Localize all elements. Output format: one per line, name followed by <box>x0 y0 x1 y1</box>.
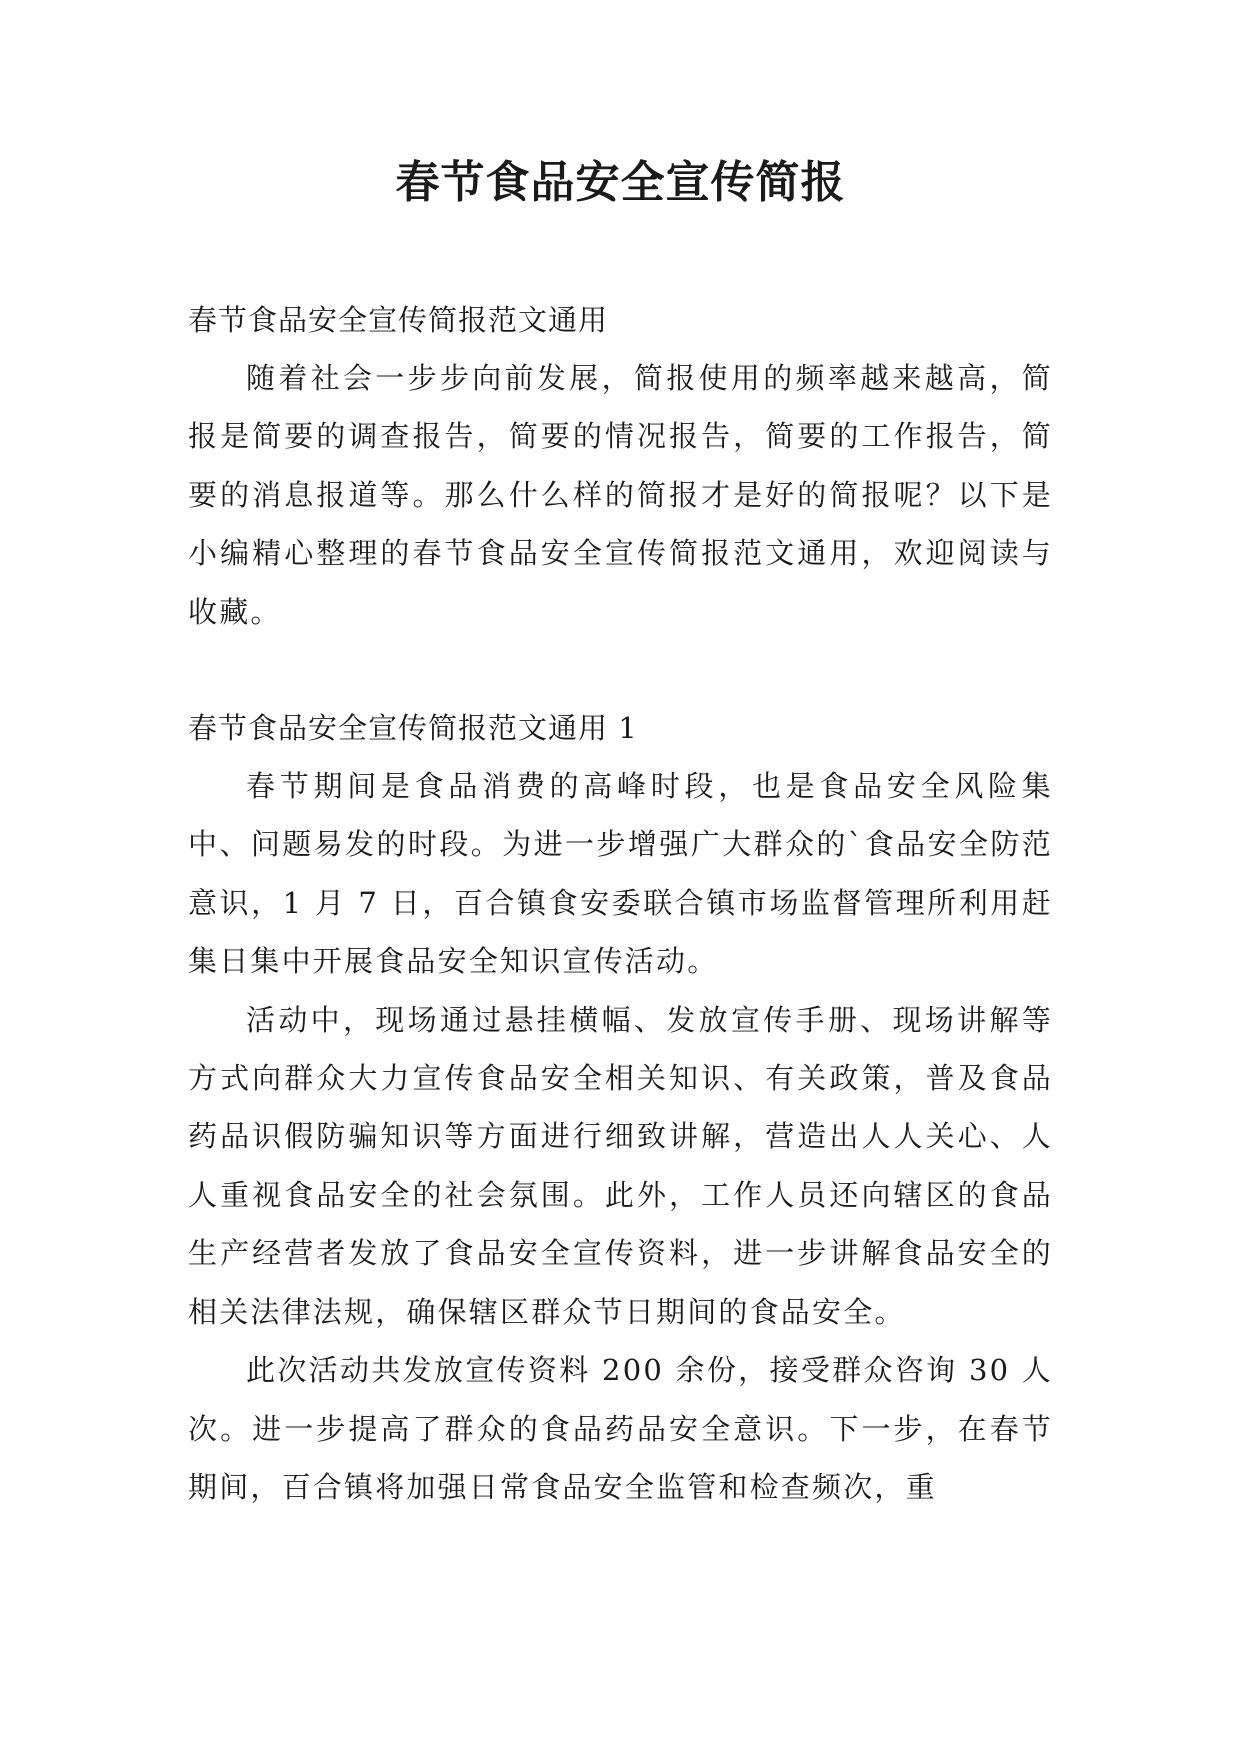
body-paragraph: 春节期间是食品消费的高峰时段，也是食品安全风险集中、问题易发的时段。为进一步增强广大群众的`食品安全防范意识，1 月 7 日，百合镇食安委联合镇市场监督管理所利用赶集日集中开展食品安全知识宣传活动。 <box>188 769 1053 979</box>
intro-paragraph: 随着社会一步步向前发展，简报使用的频率越来越高，简报是简要的调查报告，简要的情况报告，简要的工作报告，简要的消息报道等。那么什么样的简报才是好的简报呢？以下是小编精心整理的春节食品安全宣传简报范文通用，欢迎阅读与收藏。 <box>188 361 1053 629</box>
section-heading: 春节食品安全宣传简报范文通用 1 <box>188 711 638 746</box>
document-title: 春节食品安全宣传简报 <box>395 157 846 208</box>
body-paragraph: 此次活动共发放宣传资料 200 余份，接受群众咨询 30 人次。进一步提高了群众的食品药品安全意识。下一步，在春节期间，百合镇将加强日常食品安全监管和检查频次，重 <box>188 1353 1053 1504</box>
body-paragraph: 活动中，现场通过悬挂横幅、发放宣传手册、现场讲解等方式向群众大力宣传食品安全相关知识、有关政策，普及食品药品识假防骗知识等方面进行细致讲解，营造出人人关心、人人重视食品安全的社会氛围。此外，工作人员还向辖区的食品生产经营者发放了食品安全宣传资料，进一步讲解食品安全的相关法律法规，确保辖区群众节日期间的食品安全。 <box>188 1002 1053 1329</box>
document-subtitle: 春节食品安全宣传简报范文通用 <box>188 303 609 337</box>
